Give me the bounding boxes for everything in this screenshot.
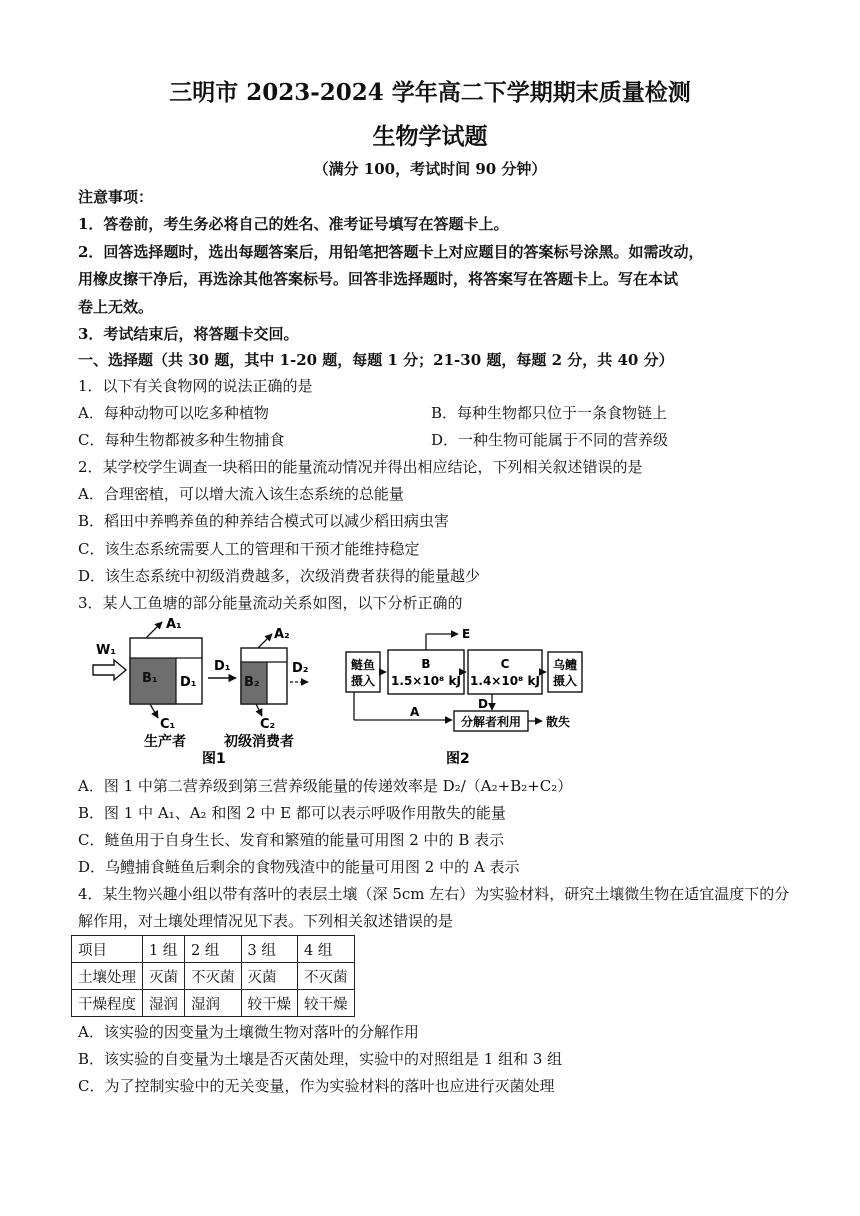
q1-stem: 1．以下有关食物网的说法正确的是: [78, 377, 313, 395]
q2-option-b: B．稻田中养鸭养鱼的种养结合模式可以减少稻田病虫害: [78, 512, 450, 530]
notice-heading: 注意事项：: [78, 188, 154, 206]
table-header-cell: 4 组: [298, 936, 355, 963]
q3-stem: 3．某人工鱼塘的部分能量流动关系如图，以下分析正确的: [78, 594, 463, 612]
silver-carp-label: 鲢鱼: [350, 658, 376, 672]
table-row: [72, 963, 355, 990]
a2-arrow: [258, 634, 272, 648]
e-label: E: [462, 627, 471, 641]
snakehead-intake-label: 摄入: [552, 674, 578, 688]
c2-arrow: [256, 704, 262, 716]
table-cell: 较干燥: [298, 990, 355, 1017]
q1-option-a: A．每种动物可以吃多种植物: [78, 404, 269, 422]
notice-line-1: 1．答卷前，考生务必将自己的姓名、准考证号填写在答题卡上。: [78, 215, 509, 233]
table-cell: 湿润: [143, 990, 185, 1017]
table-cell: 干燥程度: [72, 990, 143, 1017]
exam-subtitle: 生物学试题: [372, 123, 488, 150]
w1-label: W₁: [96, 643, 117, 658]
figure-2-caption: 图2: [446, 751, 470, 767]
q3-option-d: D．乌鳢捕食鲢鱼后剩余的食物残渣中的能量可用图 2 中的 A 表示: [78, 858, 520, 876]
table-row: [72, 936, 355, 963]
a2-label: A₂: [274, 627, 290, 642]
notice-line-3: 用橡皮擦干净后，再选涂其他答案标号。回答非选择题时，将答案写在答题卡上。写在本试: [78, 270, 679, 288]
w1-arrow: [93, 660, 126, 680]
q3-option-a: A．图 1 中第二营养级到第三营养级能量的传递效率是 D₂/（A₂+B₂+C₂）: [78, 777, 573, 795]
snakehead-label: 乌鳢: [552, 658, 578, 672]
box-c-label: C: [500, 657, 510, 671]
table-cell: 较干燥: [241, 990, 298, 1017]
table-header-cell: 1 组: [143, 936, 185, 963]
table-cell: 土壤处理: [72, 963, 143, 990]
q1-options-row-1: [78, 401, 788, 425]
table-header-cell: 2 组: [185, 936, 242, 963]
q4-option-c: C．为了控制实验中的无关变量，作为实验材料的落叶也应进行灭菌处理: [78, 1077, 555, 1095]
c2-label: C₂: [260, 717, 276, 732]
section-heading: 一、选择题（共 30 题，其中 1-20 题，每题 1 分；21-30 题，每题 2 分，共 40 分）: [78, 351, 674, 369]
a1-arrow: [146, 622, 162, 638]
c1-label: C₁: [160, 717, 176, 732]
c1-arrow: [150, 704, 158, 718]
a1-label: A₁: [166, 617, 182, 632]
box-b-value: 1.5×10⁸ kJ: [391, 674, 461, 688]
notice-line-2: 2．回答选择题时，选出每题答案后，用铅笔把答题卡上对应题目的答案标号涂黑。如需改动，: [78, 243, 704, 261]
q3-option-c: C．鲢鱼用于自身生长、发育和繁殖的能量可用图 2 中的 B 表示: [78, 831, 505, 849]
table-cell: 不灭菌: [185, 963, 242, 990]
figure-1-caption: 图1: [202, 751, 226, 767]
score-time: （满分 100，考试时间 90 分钟）: [313, 160, 547, 178]
table-cell: 湿润: [185, 990, 242, 1017]
q1-options-row-2: [78, 428, 788, 452]
loss-label: 散失: [546, 715, 571, 729]
box-b-label: B: [421, 657, 431, 671]
figure-2-energy-flow: [342, 616, 790, 768]
q2-stem: 2．某学校学生调查一块稻田的能量流动情况并得出相应结论，下列相关叙述错误的是: [78, 458, 643, 476]
box-c-value: 1.4×10⁸ kJ: [470, 674, 540, 688]
figure-1-energy-flow: [88, 616, 338, 768]
silver-carp-intake-label: 摄入: [350, 674, 376, 688]
q3-option-b: B．图 1 中 A₁、A₂ 和图 2 中 E 都可以表示呼吸作用散失的能量: [78, 804, 506, 822]
d-label: D: [478, 697, 488, 711]
exam-title: 三明市 2023-2024 学年高二下学期期末质量检测: [169, 79, 691, 106]
table-header-cell: 项目: [72, 936, 143, 963]
q2-option-d: D．该生态系统中初级消费越多，次级消费者获得的能量越少: [78, 567, 481, 585]
q1-option-b: B．每种生物都只位于一条食物链上: [431, 404, 668, 422]
q4-stem-line-2: 解作用，对土壤处理情况见下表。下列相关叙述错误的是: [78, 912, 454, 930]
d1-label: D₁: [180, 675, 197, 690]
producer-label: 生产者: [144, 734, 186, 750]
table-cell: 不灭菌: [298, 963, 355, 990]
notice-line-5: 3．考试结束后，将答题卡交回。: [78, 325, 299, 343]
notice-line-4: 卷上无效。: [78, 298, 154, 316]
q2-option-c: C．该生态系统需要人工的管理和干预才能维持稳定: [78, 540, 420, 558]
q1-option-c: C．每种生物都被多种生物捕食: [78, 431, 285, 449]
q2-option-a: A．合理密植，可以增大流入该生态系统的总能量: [78, 485, 404, 503]
q4-table: [71, 935, 355, 1017]
table-cell: 灭菌: [143, 963, 185, 990]
a-label: A: [410, 705, 420, 719]
table-header-cell: 3 组: [241, 936, 298, 963]
b1-label: B₁: [142, 671, 158, 686]
decomposer-label: 分解者利用: [460, 715, 522, 729]
table-cell: 灭菌: [241, 963, 298, 990]
d1-arrow-label: D₁: [214, 659, 231, 674]
q4-option-a: A．该实验的因变量为土壤微生物对落叶的分解作用: [78, 1023, 419, 1041]
q1-option-d: D．一种生物可能属于不同的营养级: [431, 431, 669, 449]
b2-label: B₂: [244, 675, 260, 690]
q4-option-b: B．该实验的自变量为土壤是否灭菌处理，实验中的对照组是 1 组和 3 组: [78, 1050, 563, 1068]
table-row: [72, 990, 355, 1017]
consumer-label: 初级消费者: [224, 734, 294, 750]
q4-stem-line-1: 4．某生物兴趣小组以带有落叶的表层土壤（深 5cm 左右）为实验材料，研究土壤微生物在适宜温度下的分: [78, 885, 790, 903]
d2-label: D₂: [292, 661, 309, 676]
